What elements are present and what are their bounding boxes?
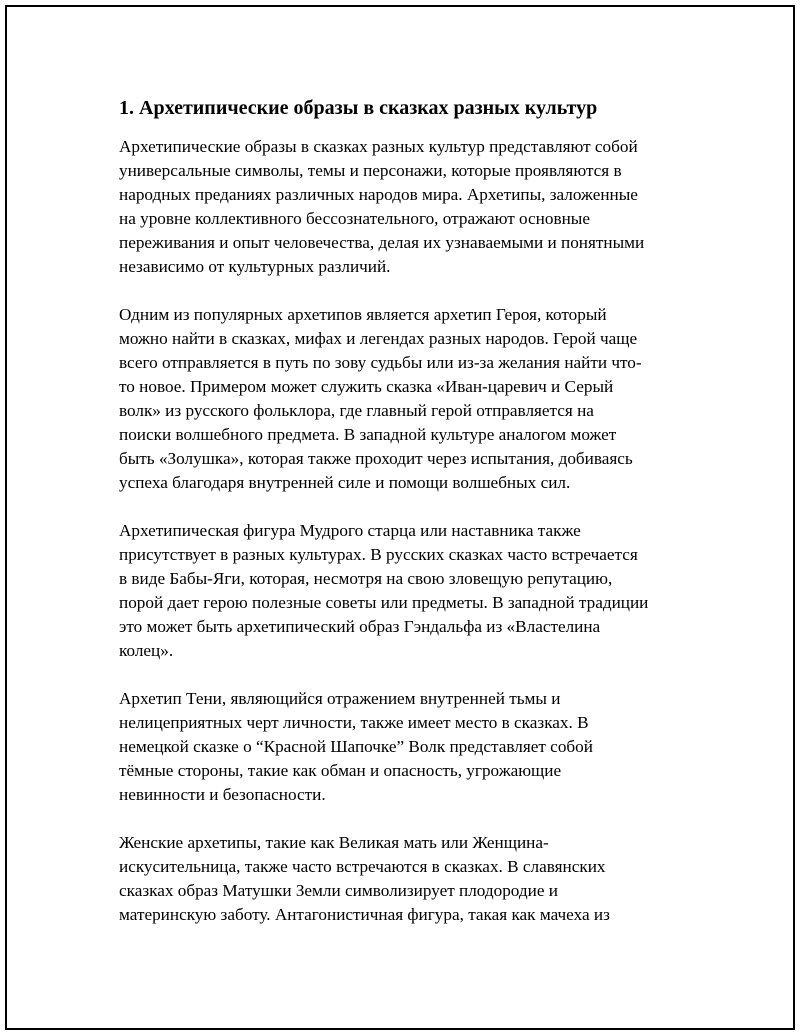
text-line: это может быть архетипический образ Гэндальфа из «Властелина xyxy=(119,617,601,636)
text-line: сказках образ Матушки Земли символизирует плодородие и xyxy=(119,881,558,900)
text-line: универсальные символы, темы и персонажи, которые проявляются в xyxy=(119,161,622,180)
text-line: народных преданиях различных народов мира. Архетипы, заложенные xyxy=(119,185,638,204)
text-line: на уровне коллективного бессознательного, отражают основные xyxy=(119,209,590,228)
text-line: невинности и безопасности. xyxy=(119,785,326,804)
text-line: колец». xyxy=(119,641,174,660)
text-line: Одним из популярных архетипов является архетип Героя, который xyxy=(119,305,607,324)
paragraph-feminine xyxy=(119,831,691,927)
paragraph-intro xyxy=(119,135,691,279)
text-line: Архетипические образы в сказках разных культур представляют собой xyxy=(119,137,638,156)
text-line: всего отправляется в путь по зову судьбы или из-за желания найти что- xyxy=(119,353,642,372)
text-line: тёмные стороны, такие как обман и опасность, угрожающие xyxy=(119,761,562,780)
text-line: Женские архетипы, такие как Великая мать или Женщина- xyxy=(119,833,549,852)
section-heading: 1. Архетипические образы в сказках разных культур xyxy=(119,97,598,119)
text-line: присутствует в разных культурах. В русских сказках часто встречается xyxy=(119,545,638,564)
text-line: нелицеприятных черт личности, также имеет место в сказках. В xyxy=(119,713,589,732)
text-line: немецкой сказке о “Красной Шапочке” Волк представляет собой xyxy=(119,737,593,756)
text-line: поиски волшебного предмета. В западной культуре аналогом может xyxy=(119,425,617,444)
text-line: переживания и опыт человечества, делая их узнаваемыми и понятными xyxy=(119,233,645,252)
text-line: успеха благодаря внутренней силе и помощи волшебных сил. xyxy=(119,473,571,492)
text-line: материнскую заботу. Антагонистичная фигура, такая как мачеха из xyxy=(119,905,610,924)
text-line: искусительница, также часто встречаются в сказках. В славянских xyxy=(119,857,606,876)
text-line: Архетипическая фигура Мудрого старца или наставника также xyxy=(119,521,581,540)
text-line: быть «Золушка», которая также проходит через испытания, добиваясь xyxy=(119,449,633,468)
document-body xyxy=(119,95,691,951)
text-line: волк» из русского фольклора, где главный герой отправляется на xyxy=(119,401,594,420)
paragraph-wise-elder xyxy=(119,519,691,663)
document-page xyxy=(5,5,795,1030)
paragraph-hero xyxy=(119,303,691,495)
text-line: в виде Бабы-Яги, которая, несмотря на свою зловещую репутацию, xyxy=(119,569,613,588)
paragraph-shadow xyxy=(119,687,691,807)
text-line: порой дает герою полезные советы или предметы. В западной традиции xyxy=(119,593,649,612)
text-line: можно найти в сказках, мифах и легендах разных народов. Герой чаще xyxy=(119,329,638,348)
text-line: независимо от культурных различий. xyxy=(119,257,391,276)
text-line: то новое. Примером может служить сказка «Иван-царевич и Серый xyxy=(119,377,614,396)
text-line: Архетип Тени, являющийся отражением внутренней тьмы и xyxy=(119,689,561,708)
